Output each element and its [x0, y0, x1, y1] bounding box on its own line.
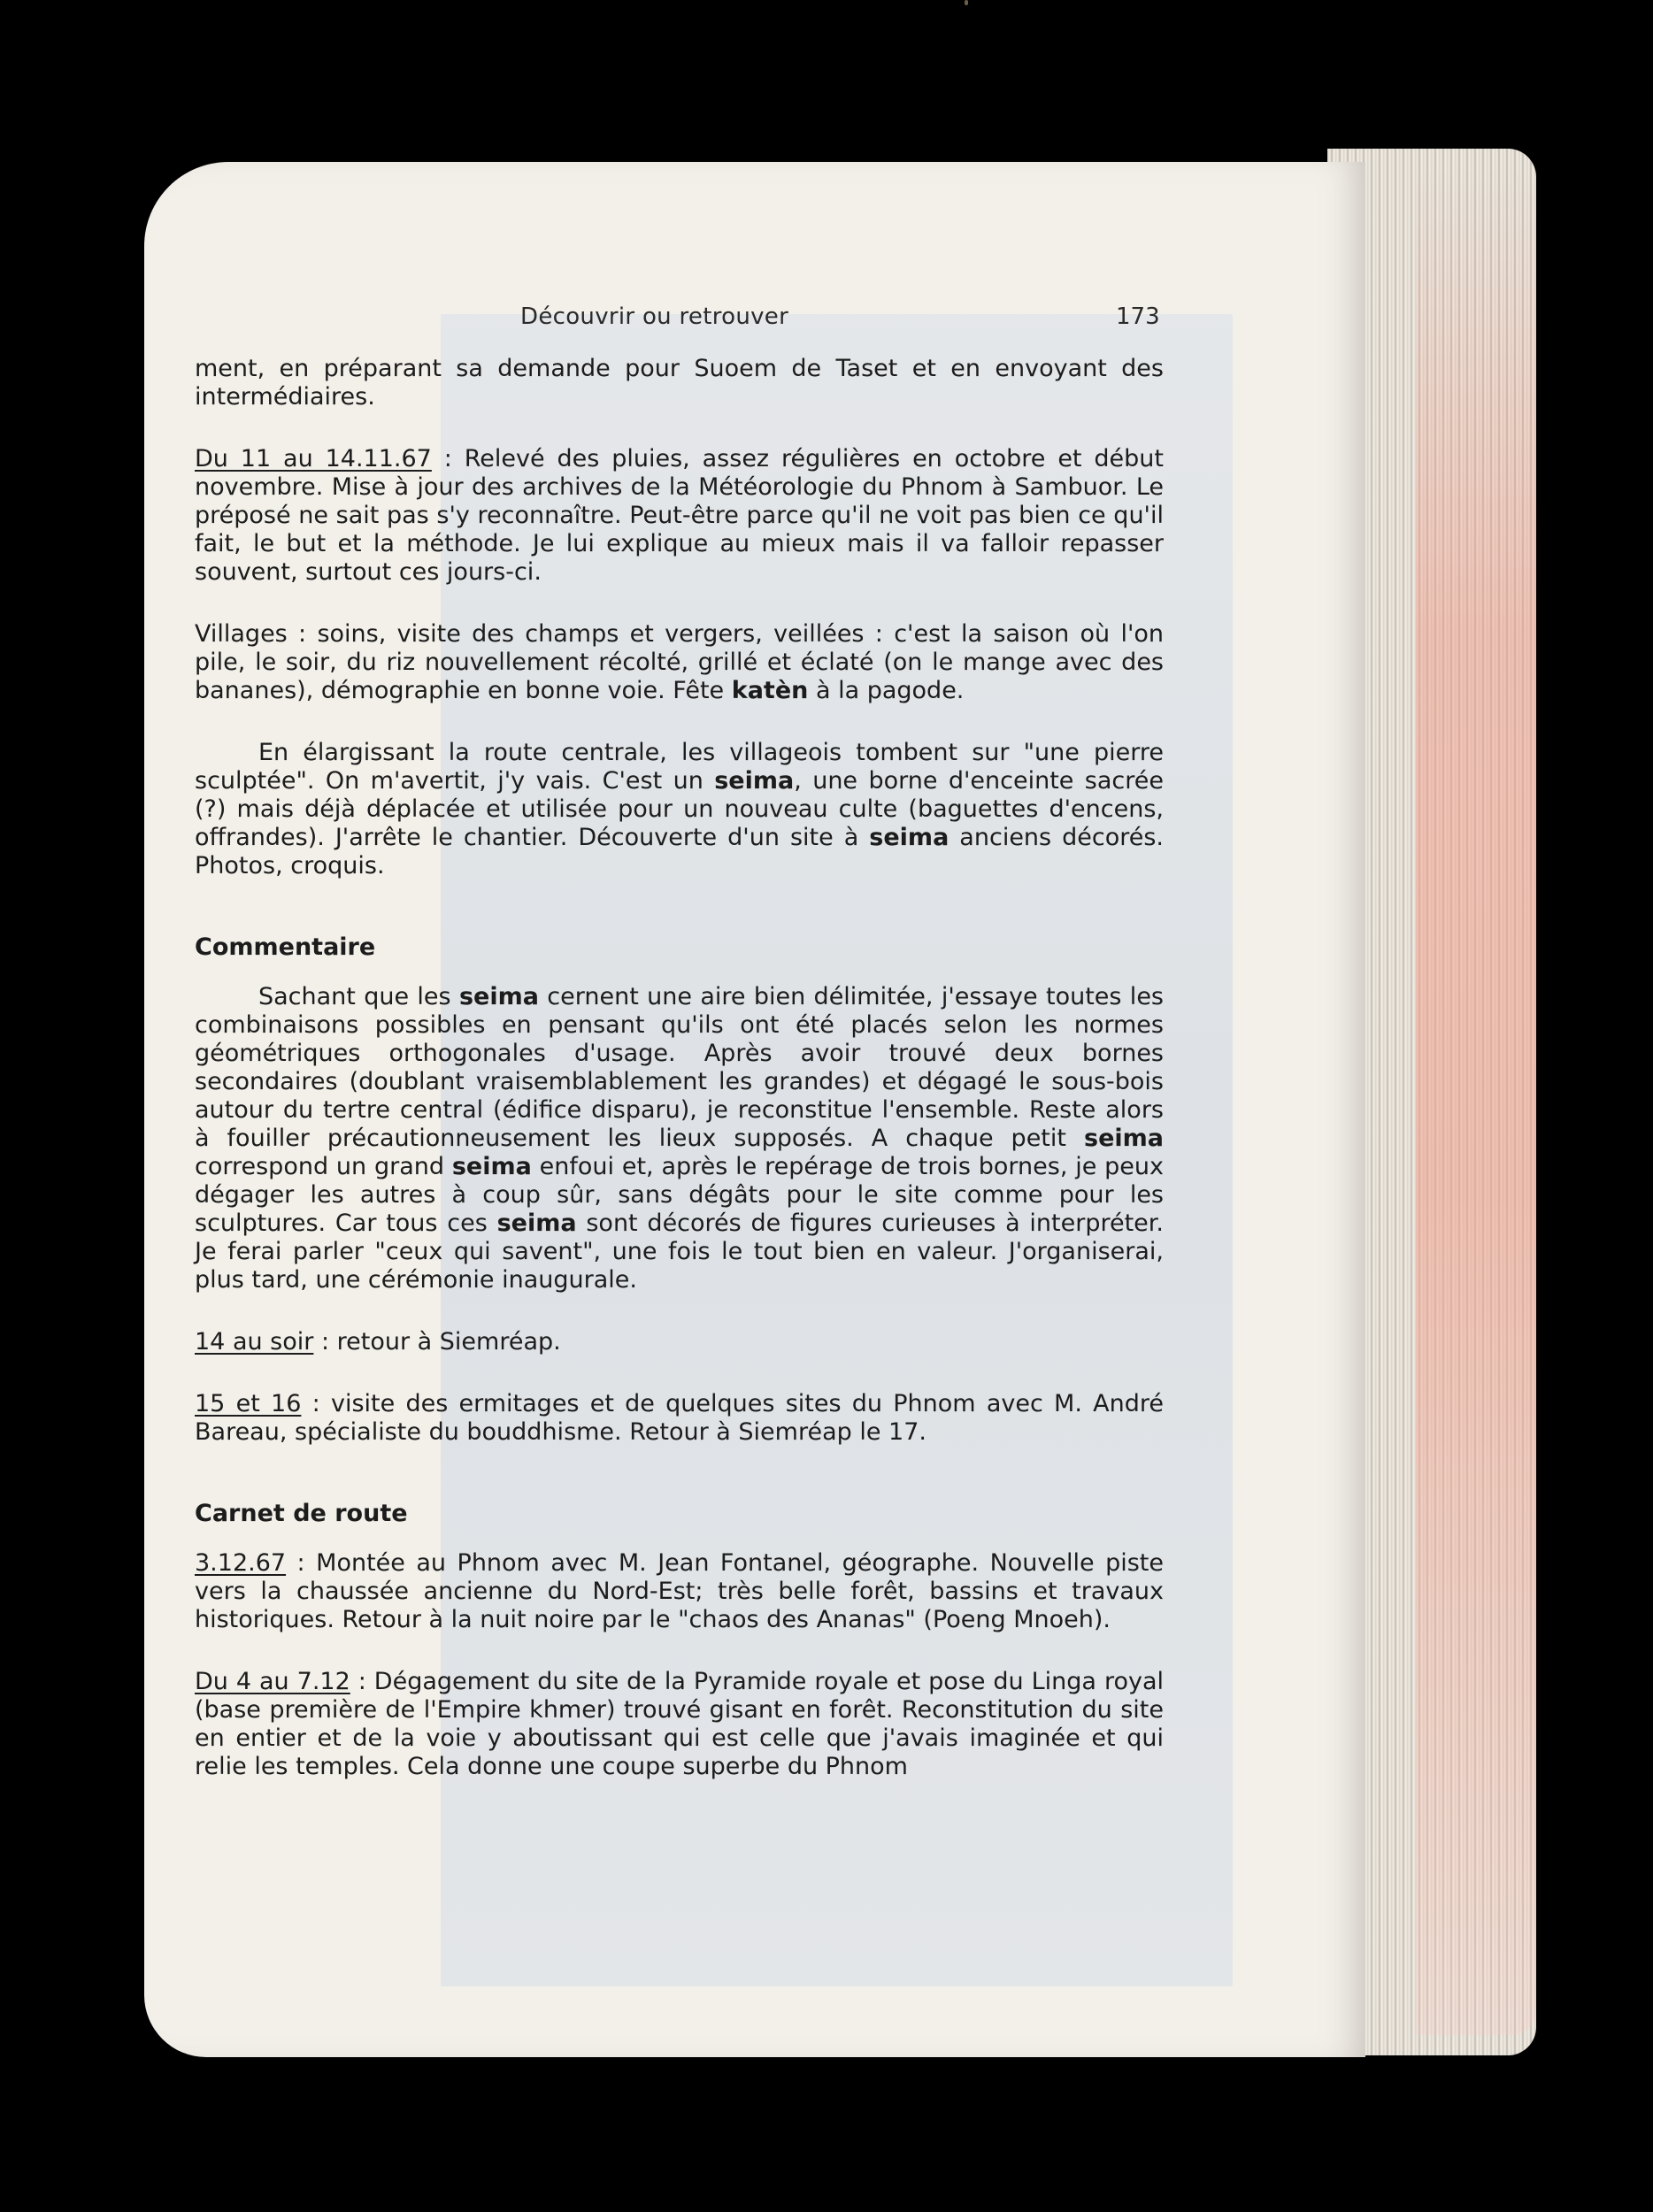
text-run: sont décorés de figures curieuses à interpréter. Je ferai parler "ceux qui savent", une fois le tout bien en valeur. J'organiserai, plus tard, une cérémonie inaugurale.: [195, 1210, 1164, 1294]
term-seima: seima: [496, 1210, 577, 1237]
text-run: Villages : soins, visite des champs et vergers, veillées : c'est la saison où l'on pile, le soir, du riz nouvellement récolté, grillé et éclaté (on le mange avec des bananes), démographie en bonne voie. Fête: [195, 620, 1164, 704]
entry-date: 15 et 16: [195, 1390, 302, 1417]
entry-text: : Relevé des pluies, assez régulières en octobre et début novembre. Mise à jour des archives de la Météorologie du Phnom à Sambuor. Le préposé ne sait pas s'y reconnaître. Peut-être parce qu'il ne voit pas bien ce qu'il fait, le but et la méthode. Je lui explique au mieux mais il va falloir repasser souvent, surtout ces jours-ci.: [195, 445, 1165, 586]
diary-entry: [195, 1390, 1164, 1447]
section-heading-carnet: Carnet de route: [195, 1500, 408, 1527]
paragraph-villages: [195, 620, 1164, 705]
section-heading-commentaire: Commentaire: [195, 933, 376, 961]
text-run: correspond un grand: [195, 1153, 452, 1180]
term-seima: seima: [458, 983, 539, 1010]
term-seima: seima: [451, 1153, 532, 1180]
term-katen: katèn: [731, 677, 809, 704]
diary-entry: [195, 1328, 1164, 1356]
body-text: [195, 355, 1164, 1815]
text-run: à la pagode.: [808, 677, 965, 704]
page-header: [144, 303, 1365, 339]
term-seima: seima: [1084, 1125, 1164, 1152]
text-run: anciens décorés. Photos, croquis.: [195, 824, 1165, 879]
term-seima: seima: [869, 824, 950, 851]
paragraph: [195, 355, 1164, 411]
entry-date: Du 11 au 14.11.67: [195, 445, 432, 472]
entry-date: 14 au soir: [195, 1328, 314, 1356]
entry-date: Du 4 au 7.12: [195, 1668, 350, 1695]
text-run: enfoui et, après le repérage de trois bornes, je peux dégager les autres à coup sûr, sans dégâts pour le site comme pour les sculptures. Car tous ces: [195, 1153, 1164, 1237]
diary-entry: [195, 1549, 1164, 1634]
term-seima: seima: [714, 767, 795, 795]
entry-text: : visite des ermitages et de quelques sites du Phnom avec M. André Bareau, spécialiste du bouddhisme. Retour à Siemréap le 17.: [195, 1390, 1164, 1446]
page-edge-tint: [1416, 168, 1536, 2035]
entry-text: : Dégagement du site de la Pyramide royale et pose du Linga royal (base première de l'Empire khmer) trouvé gisant en forêt. Reconstitution du site en entier et de la voie y aboutissant qui est celle que j'avais imaginée et qui relie les temples. Cela donne une coupe superbe du Phnom: [195, 1668, 1164, 1780]
entry-text: : retour à Siemréap.: [313, 1328, 561, 1356]
paragraph-discovery: [195, 739, 1164, 880]
text-run: cernent une aire bien délimitée, j'essaye toutes les combinaisons possibles en pensant qu'ils ont été placés selon les normes géométriques orthogonales d'usage. Après avoir trouvé deux bornes secondaires (doublant vraisemblablement les grandes) et dégagé le sous-bois autour du tertre central (édifice disparu), je reconstitue l'ensemble. Reste alors à fouiller précautionneusement les lieux supposés. A chaque petit: [195, 983, 1164, 1152]
paragraph-commentaire: [195, 983, 1164, 1294]
text-run: En élargissant la route centrale, les villageois tombent sur "une pierre sculptée". On m'avertit, j'y vais. C'est un: [195, 739, 1164, 795]
text-run: Sachant que les: [258, 983, 459, 1010]
page-number: 173: [1116, 303, 1160, 330]
entry-text: : Montée au Phnom avec M. Jean Fontanel, géographe. Nouvelle piste vers la chaussée ancienne du Nord-Est; très belle forêt, bassins et travaux historiques. Retour à la nuit noire par le "chaos des Ananas" (Poeng Mnoeh).: [195, 1549, 1164, 1633]
diary-entry: [195, 445, 1164, 587]
text-run: , une borne d'enceinte sacrée (?) mais déjà déplacée et utilisée pour un nouveau culte (baguettes d'encens, offrandes). J'arrête le chantier. Découverte d'un site à: [195, 767, 1164, 851]
entry-date: 3.12.67: [195, 1549, 287, 1577]
running-title: Découvrir ou retrouver: [520, 303, 789, 330]
diary-entry: [195, 1668, 1164, 1781]
book-page: [144, 162, 1365, 2057]
paragraph-text: ment, en préparant sa demande pour Suoem de Taset et en envoyant des intermédiaires.: [195, 355, 1164, 411]
ink-stain: [965, 0, 968, 5]
